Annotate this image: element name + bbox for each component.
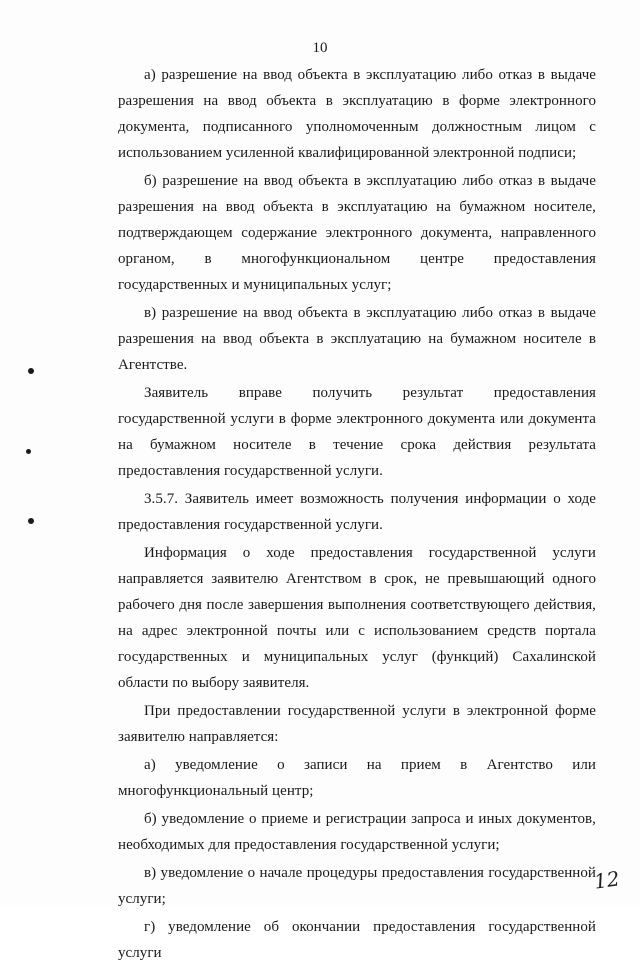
paragraph: а) разрешение на ввод объекта в эксплуатацию либо отказ в выдаче разрешения на ввод объекта в эксплуатацию в форме электронного документа, подписанного уполномоченным должностным лицом с использованием усиленной квалифицированной электронной подписи;	[118, 67, 596, 161]
paragraph: в) разрешение на ввод объекта в эксплуатацию либо отказ в выдаче разрешения на ввод объекта в эксплуатацию на бумажном носителе в Агентстве.	[118, 305, 596, 373]
handwritten-sheet-number: 12	[592, 866, 621, 894]
paragraph: Заявитель вправе получить результат предоставления государственной услуги в форме электронного документа или документа на бумажном носителе в течение срока действия результата предоставления государственной услуги.	[118, 385, 596, 479]
document-body	[118, 62, 596, 966]
binding-hole-mark	[28, 368, 34, 374]
paragraph: б) разрешение на ввод объекта в эксплуатацию либо отказ в выдаче разрешения на ввод объекта в эксплуатацию на бумажном носителе, подтверждающем содержание электронного документа, направленного органом, в многофункциональном центре предоставления государственных и муниципальных услуг;	[118, 173, 596, 293]
paragraph: в) уведомление о начале процедуры предоставления государственной услуги;	[118, 865, 596, 907]
paragraph: б) уведомление о приеме и регистрации запроса и иных документов, необходимых для предоставления государственной услуги;	[118, 811, 596, 853]
paragraph: 3.5.7. Заявитель имеет возможность получения информации о ходе предоставления государственной услуги.	[118, 491, 596, 533]
paragraph: г) уведомление об окончании предоставления государственной услуги	[118, 919, 596, 961]
paragraph: При предоставлении государственной услуги в электронной форме заявителю направляется:	[118, 703, 596, 745]
binding-hole-mark	[28, 518, 34, 524]
binding-hole-mark	[26, 449, 31, 454]
paragraph: а) уведомление о записи на прием в Агентство или многофункциональный центр;	[118, 757, 596, 799]
page-number: 10	[312, 40, 328, 56]
paragraph: Информация о ходе предоставления государственной услуги направляется заявителю Агентством в срок, не превышающий одного рабочего дня после завершения выполнения соответствующего действия, на адрес электронной почты или с использованием средств портала государственных и муниципальных услуг (функций) Сахалинской области по выбору заявителя.	[118, 545, 596, 691]
